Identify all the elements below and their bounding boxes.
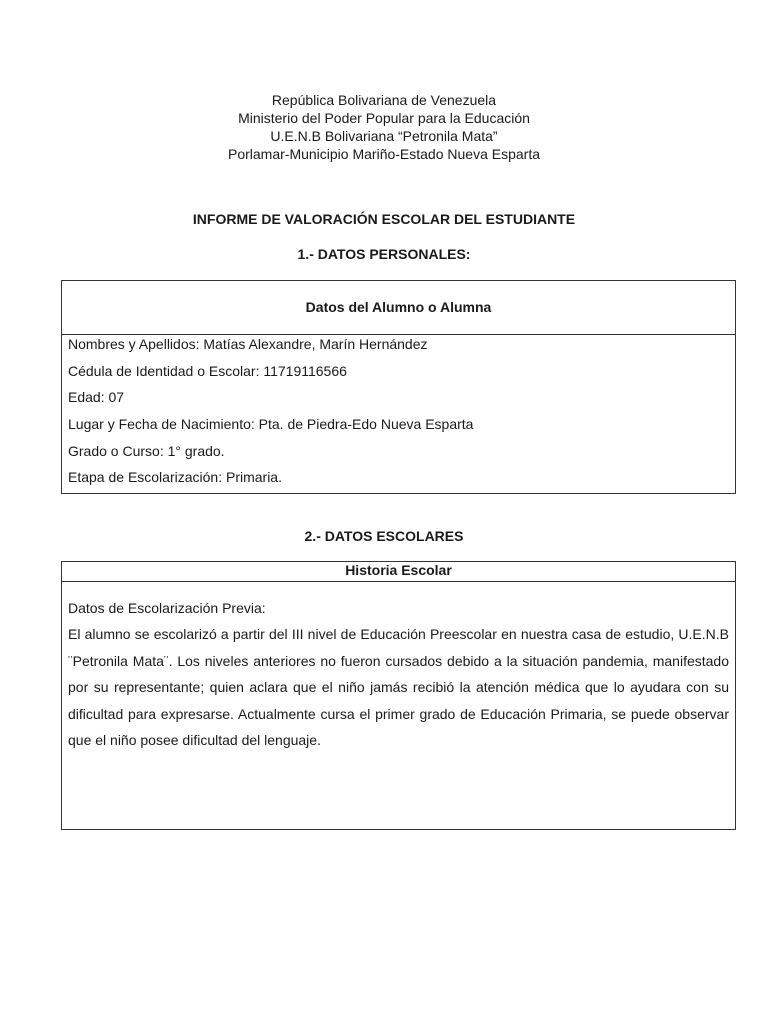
section-personal-data-title: 1.- DATOS PERSONALES: [297, 246, 471, 262]
document-header [0, 91, 768, 163]
school-history-body [62, 582, 735, 754]
header-republic: República Bolivariana de Venezuela [271, 92, 497, 108]
school-history-table [61, 561, 736, 830]
previous-schooling-label: Datos de Escolarización Previa: [68, 600, 266, 616]
school-history-table-header: Historia Escolar [62, 562, 735, 582]
student-stage-row: Etapa de Escolarización: Primaria. [68, 469, 282, 486]
report-title: INFORME DE VALORACIÓN ESCOLAR DEL ESTUDIANTE [192, 211, 576, 227]
header-location: Porlamar-Municipio Mariño-Estado Nueva Esparta [227, 146, 541, 162]
previous-schooling-paragraph: El alumno se escolarizó a partir del III nivel de Educación Preescolar en nuestra casa de estudio, U.E.N.B ¨Petronila Mata¨. Los niveles anteriores no fueron cursados debido a la situación pandemia, manifestado por su representante; quien aclara que el niño jamás recibió la atención médica que lo ayudara con su dificultad para expresarse. Actualmente cursa el primer grado de Educación Primaria, se puede observar que el niño posee dificultad del lenguaje. [68, 626, 729, 749]
student-data-table-header: Datos del Alumno o Alumna [62, 281, 735, 335]
student-age-row: Edad: 07 [68, 389, 125, 406]
student-name-row: Nombres y Apellidos: Matías Alexandre, Marín Hernández [68, 336, 428, 352]
header-ministry: Ministerio del Poder Popular para la Educación [238, 110, 530, 126]
student-birthplace-row: Lugar y Fecha de Nacimiento: Pta. de Piedra-Edo Nueva Esparta [68, 416, 474, 433]
student-data-rows [62, 335, 735, 496]
student-data-table [61, 280, 736, 494]
header-school: U.E.N.B Bolivariana “Petronila Mata” [270, 128, 498, 144]
section-school-data-title: 2.- DATOS ESCOLARES [304, 528, 464, 544]
student-id-row: Cédula de Identidad o Escolar: 11719116566 [68, 362, 347, 379]
student-grade-row: Grado o Curso: 1° grado. [68, 442, 225, 459]
